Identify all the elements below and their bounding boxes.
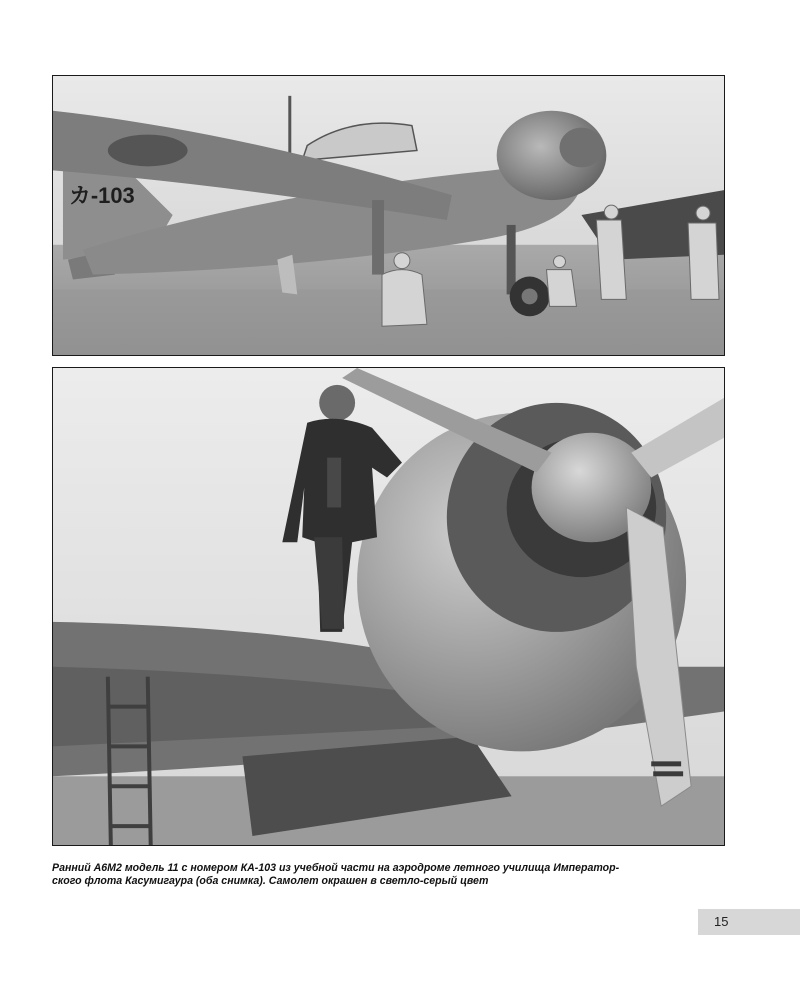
photo-top: [52, 75, 725, 356]
photo-caption: [52, 862, 742, 888]
pilot-on-wing-photo: [53, 368, 724, 845]
caption-line-1: Ранний А6М2 модель 11 с номером КА-103 из учебной части на аэродроме летного училища Император-: [52, 862, 620, 874]
aircraft-ground-photo: [53, 76, 724, 355]
page-number-tab: [698, 909, 800, 935]
caption-line-2: ского флота Касумигаура (оба снимка). Самолет окрашен в светло-серый цвет: [52, 875, 489, 887]
page-number: 15: [714, 914, 729, 929]
tail-marking: カ-103: [68, 183, 135, 209]
photo-bottom: [52, 367, 725, 846]
